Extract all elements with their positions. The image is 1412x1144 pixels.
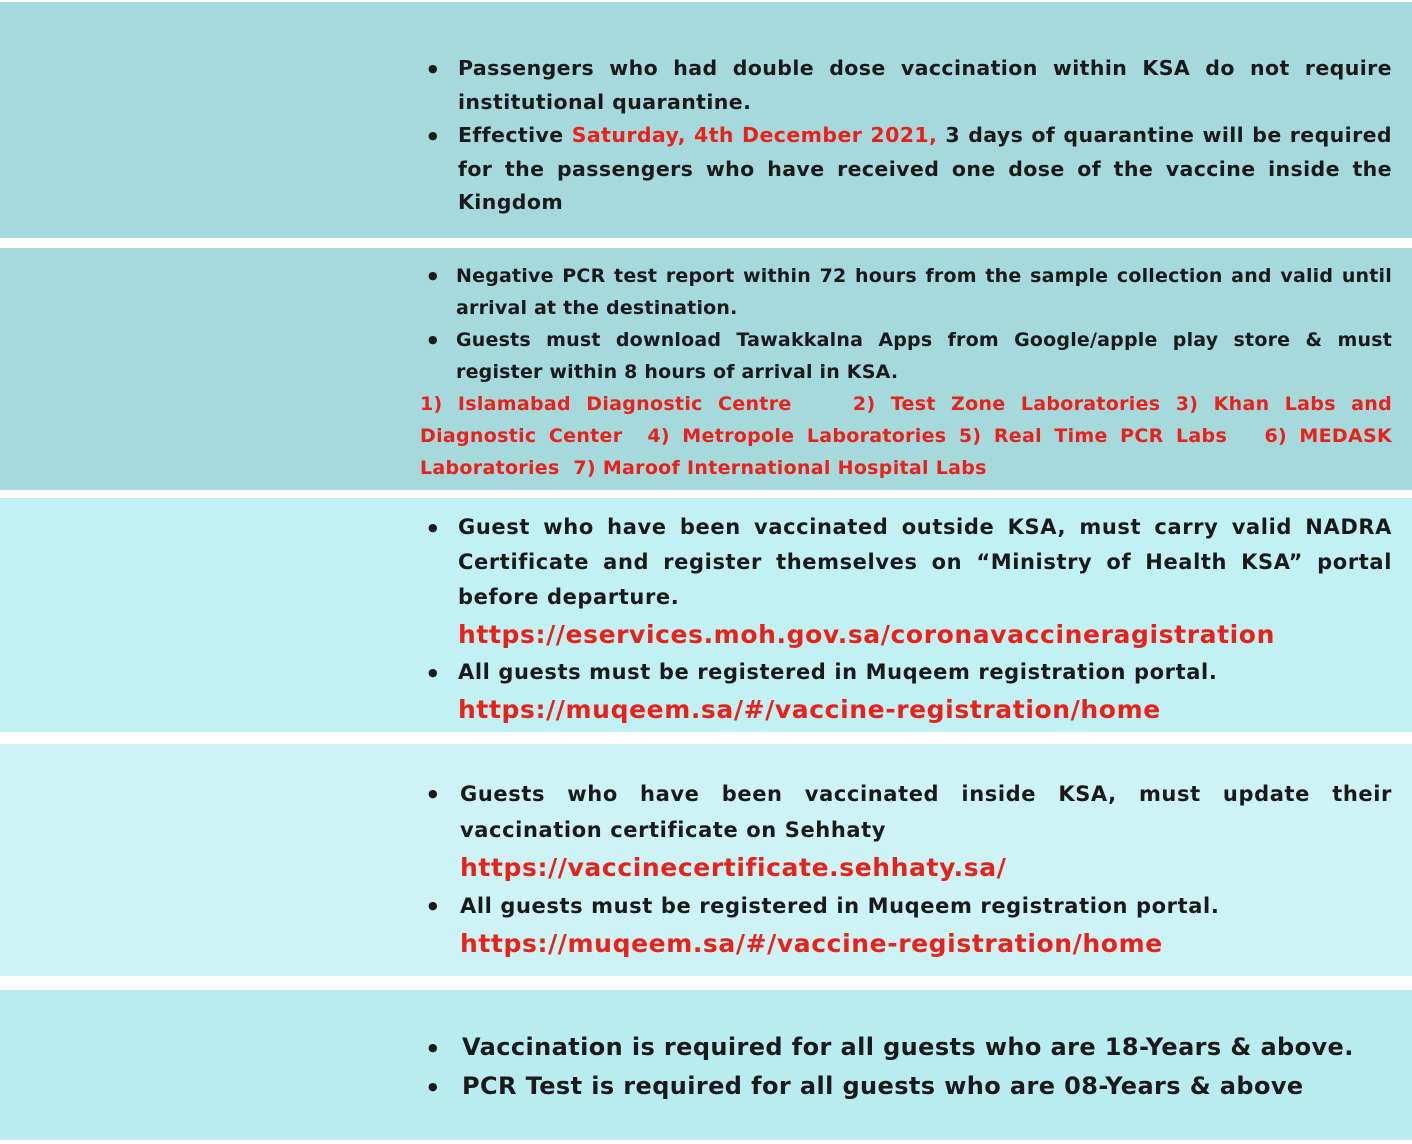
bullet-item: ● Vaccination is required for all guests who are 18-Years & above.	[420, 1028, 1392, 1067]
muqeem-registration-link[interactable]: https://muqeem.sa/#/vaccine-registration/home	[458, 695, 1161, 724]
section-age-limitation	[0, 990, 1412, 1140]
sehhaty-certificate-link[interactable]: https://vaccinecertificate.sehhaty.sa/	[460, 853, 1007, 882]
section-quarantine	[0, 2, 1412, 238]
section-vaccinated-inside	[0, 744, 1412, 976]
section-content	[0, 744, 1412, 976]
bullet-item: ● All guests must be registered in Muqeem registration portal. https://muqeem.sa/#/vaccine-registration/home	[420, 888, 1392, 964]
bullet-item: ● All guests must be registered in Muqeem registration portal. https://muqeem.sa/#/vaccine-registration/home	[420, 655, 1392, 730]
muqeem-registration-link[interactable]: https://muqeem.sa/#/vaccine-registration/home	[460, 929, 1163, 958]
bullet-item: ● Negative PCR test report within 72 hours from the sample collection and valid until arrival at the destination.	[420, 260, 1392, 324]
bullet-item: ● Guests must download Tawakkalna Apps from Google/apple play store & must register within 8 hours of arrival in KSA.	[420, 324, 1392, 388]
effective-date: Saturday, 4th December 2021,	[571, 123, 938, 147]
section-content	[0, 498, 1412, 732]
bullet-item: ● Effective Saturday, 4th December 2021, 3 days of quarantine will be required for the passengers who have received one dose of the vaccine inside the Kingdom	[420, 119, 1392, 220]
bullet-item: ● Passengers who had double dose vaccination within KSA do not require institutional quarantine.	[420, 52, 1392, 119]
section-content	[0, 2, 1412, 238]
bullet-item: ● PCR Test is required for all guests who are 08-Years & above	[420, 1067, 1392, 1106]
section-content	[0, 990, 1412, 1140]
bullet-item: ● Guest who have been vaccinated outside KSA, must carry valid NADRA Certificate and register themselves on “Ministry of Health KSA” portal before departure. https://eservices.moh.gov.sa/coronavaccineragistration	[420, 510, 1392, 655]
moh-registration-link[interactable]: https://eservices.moh.gov.sa/coronavaccineragistration	[458, 620, 1275, 649]
bullet-item: ● Guests who have been vaccinated inside KSA, must update their vaccination certificate on Sehhaty https://vaccinecertificate.sehhaty.sa/	[420, 776, 1392, 888]
section-vaccinated-outside	[0, 498, 1412, 732]
approved-labs-list: 1) Islamabad Diagnostic Centre 2) Test Zone Laboratories 3) Khan Labs and Diagnostic Center 4) Metropole Laboratories 5) Real Time PCR Labs 6) MEDASK Laboratories 7) Maroof International Hospital Labs	[420, 393, 1399, 479]
section-content	[0, 248, 1412, 490]
section-approved-labs	[0, 248, 1412, 490]
